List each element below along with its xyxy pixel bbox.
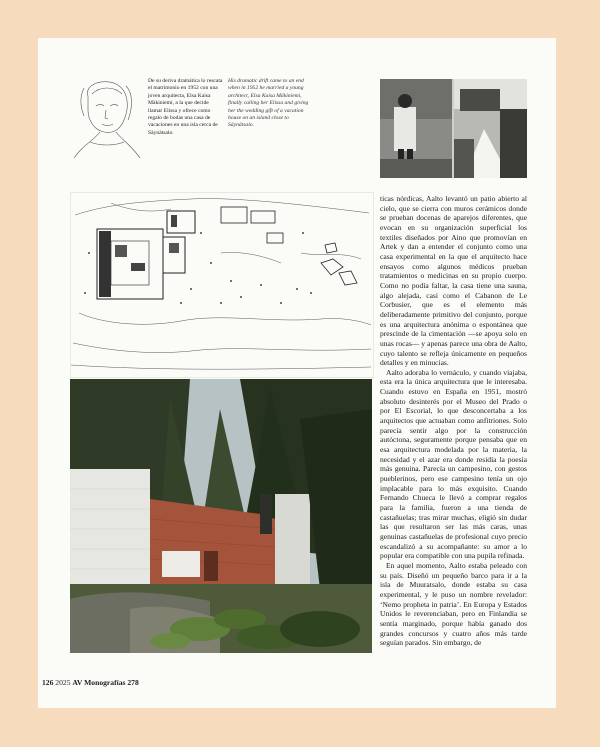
magazine-name: AV Monografías 278 (72, 678, 139, 687)
site-plan-drawing (70, 192, 374, 378)
body-paragraph-3: En aquel momento, Aalto estaba peleado con su país. Diseñó un pequeño barco para ir a la isla de Muuratsalo, donde estaba su casa experimental, y le puso un nombre revelador: ‘Nemo propheta in patria’. En Europa y Estados Unidos le reverenciaban, pero en Finlandia se sentía marginado, porque había ganado dos grandes concursos y cuatro años más tarde seguían parados. Sin embargo, de (380, 560, 527, 648)
body-paragraph-2: Aalto adoraba lo vernáculo, y cuando viajaba, esta era la única arquitectura que le interesaba. Cuando estuvo en España en 1951, mostró absoluto desinterés por el Museo del Prado o por El Escorial, lo que desconcertaba a los arquitectos que actuaban como anfitriones. Solo parecía sentir algo por la construcción autóctona, seguramente porque pensaba que en esa arquitectura modelada por la materia, la necesidad y el azar era donde residía la poesía más genuina. Parecía un campesino, con gestos pueblerinos, pero ese campesino tenía un ojo implacable para lo más exquisito. Cuando Fernando Chueca le llevó a comprar regalos para la familia, fueron a una tienda de castañuelas; tras mirar muchas, eligió sin dudar las que resultaron ser las más caras, unas genuinas castañuelas de profesional cuyo precio escandalizó a su acompañante: su amor a lo popular era compatible con una pupila refinada. (380, 367, 527, 561)
article-body (380, 194, 527, 656)
page-footer (42, 678, 139, 687)
caption-english: His dramatic drift came to an end when in 1952 he married a young architect, Elsa Kaisa Mäkiniemi, finally calling her Elissa and giving her the wedding gift of a vacation house on an island close to Säynätsalo. (228, 78, 309, 129)
magazine-page (38, 38, 556, 708)
aalto-couple-photo (380, 79, 527, 178)
portrait-sketch (70, 76, 142, 164)
footer-year: 2025 (55, 678, 71, 687)
caption-spanish: De su deriva dramática lo rescata el matrimonio en 1952 con una joven arquitecta, Elsa Kaisa Mäkiniemi, a la que decide llamar Elissa y ofrece como regalo de bodas una casa de vacaciones en una isla cerca de Säynätsalo. (148, 78, 223, 136)
page-number: 126 (42, 678, 54, 687)
experimental-house-photo (70, 379, 372, 653)
body-paragraph-1: ticas nórdicas, Aalto levantó un patio abierto al cielo, que se cierra con muros cerámicos donde se prueban docenas de aparejos diferentes, que evocan en su organización superficial los textiles diseñados por Aino que promovían en Artek y dan a entender el conjunto como una casa experimental en la que el arquitecto hace ensayos como algunos médicos prueban tratamientos o medicinas en su propio cuerpo. Como no podía faltar, la casa tiene una sauna, algo alejada, casi como el Cabanon de Le Corbusier, que es el elemento más deliberadamente primitivo del conjunto, porque es una arquitectura anónima o espontánea que prescinde de la cimentación —se apoya solo en unas rocas— y apenas parece una obra de Aalto, cuyo talento se refleja únicamente en pequeños detalles y en minucias. (380, 194, 527, 368)
